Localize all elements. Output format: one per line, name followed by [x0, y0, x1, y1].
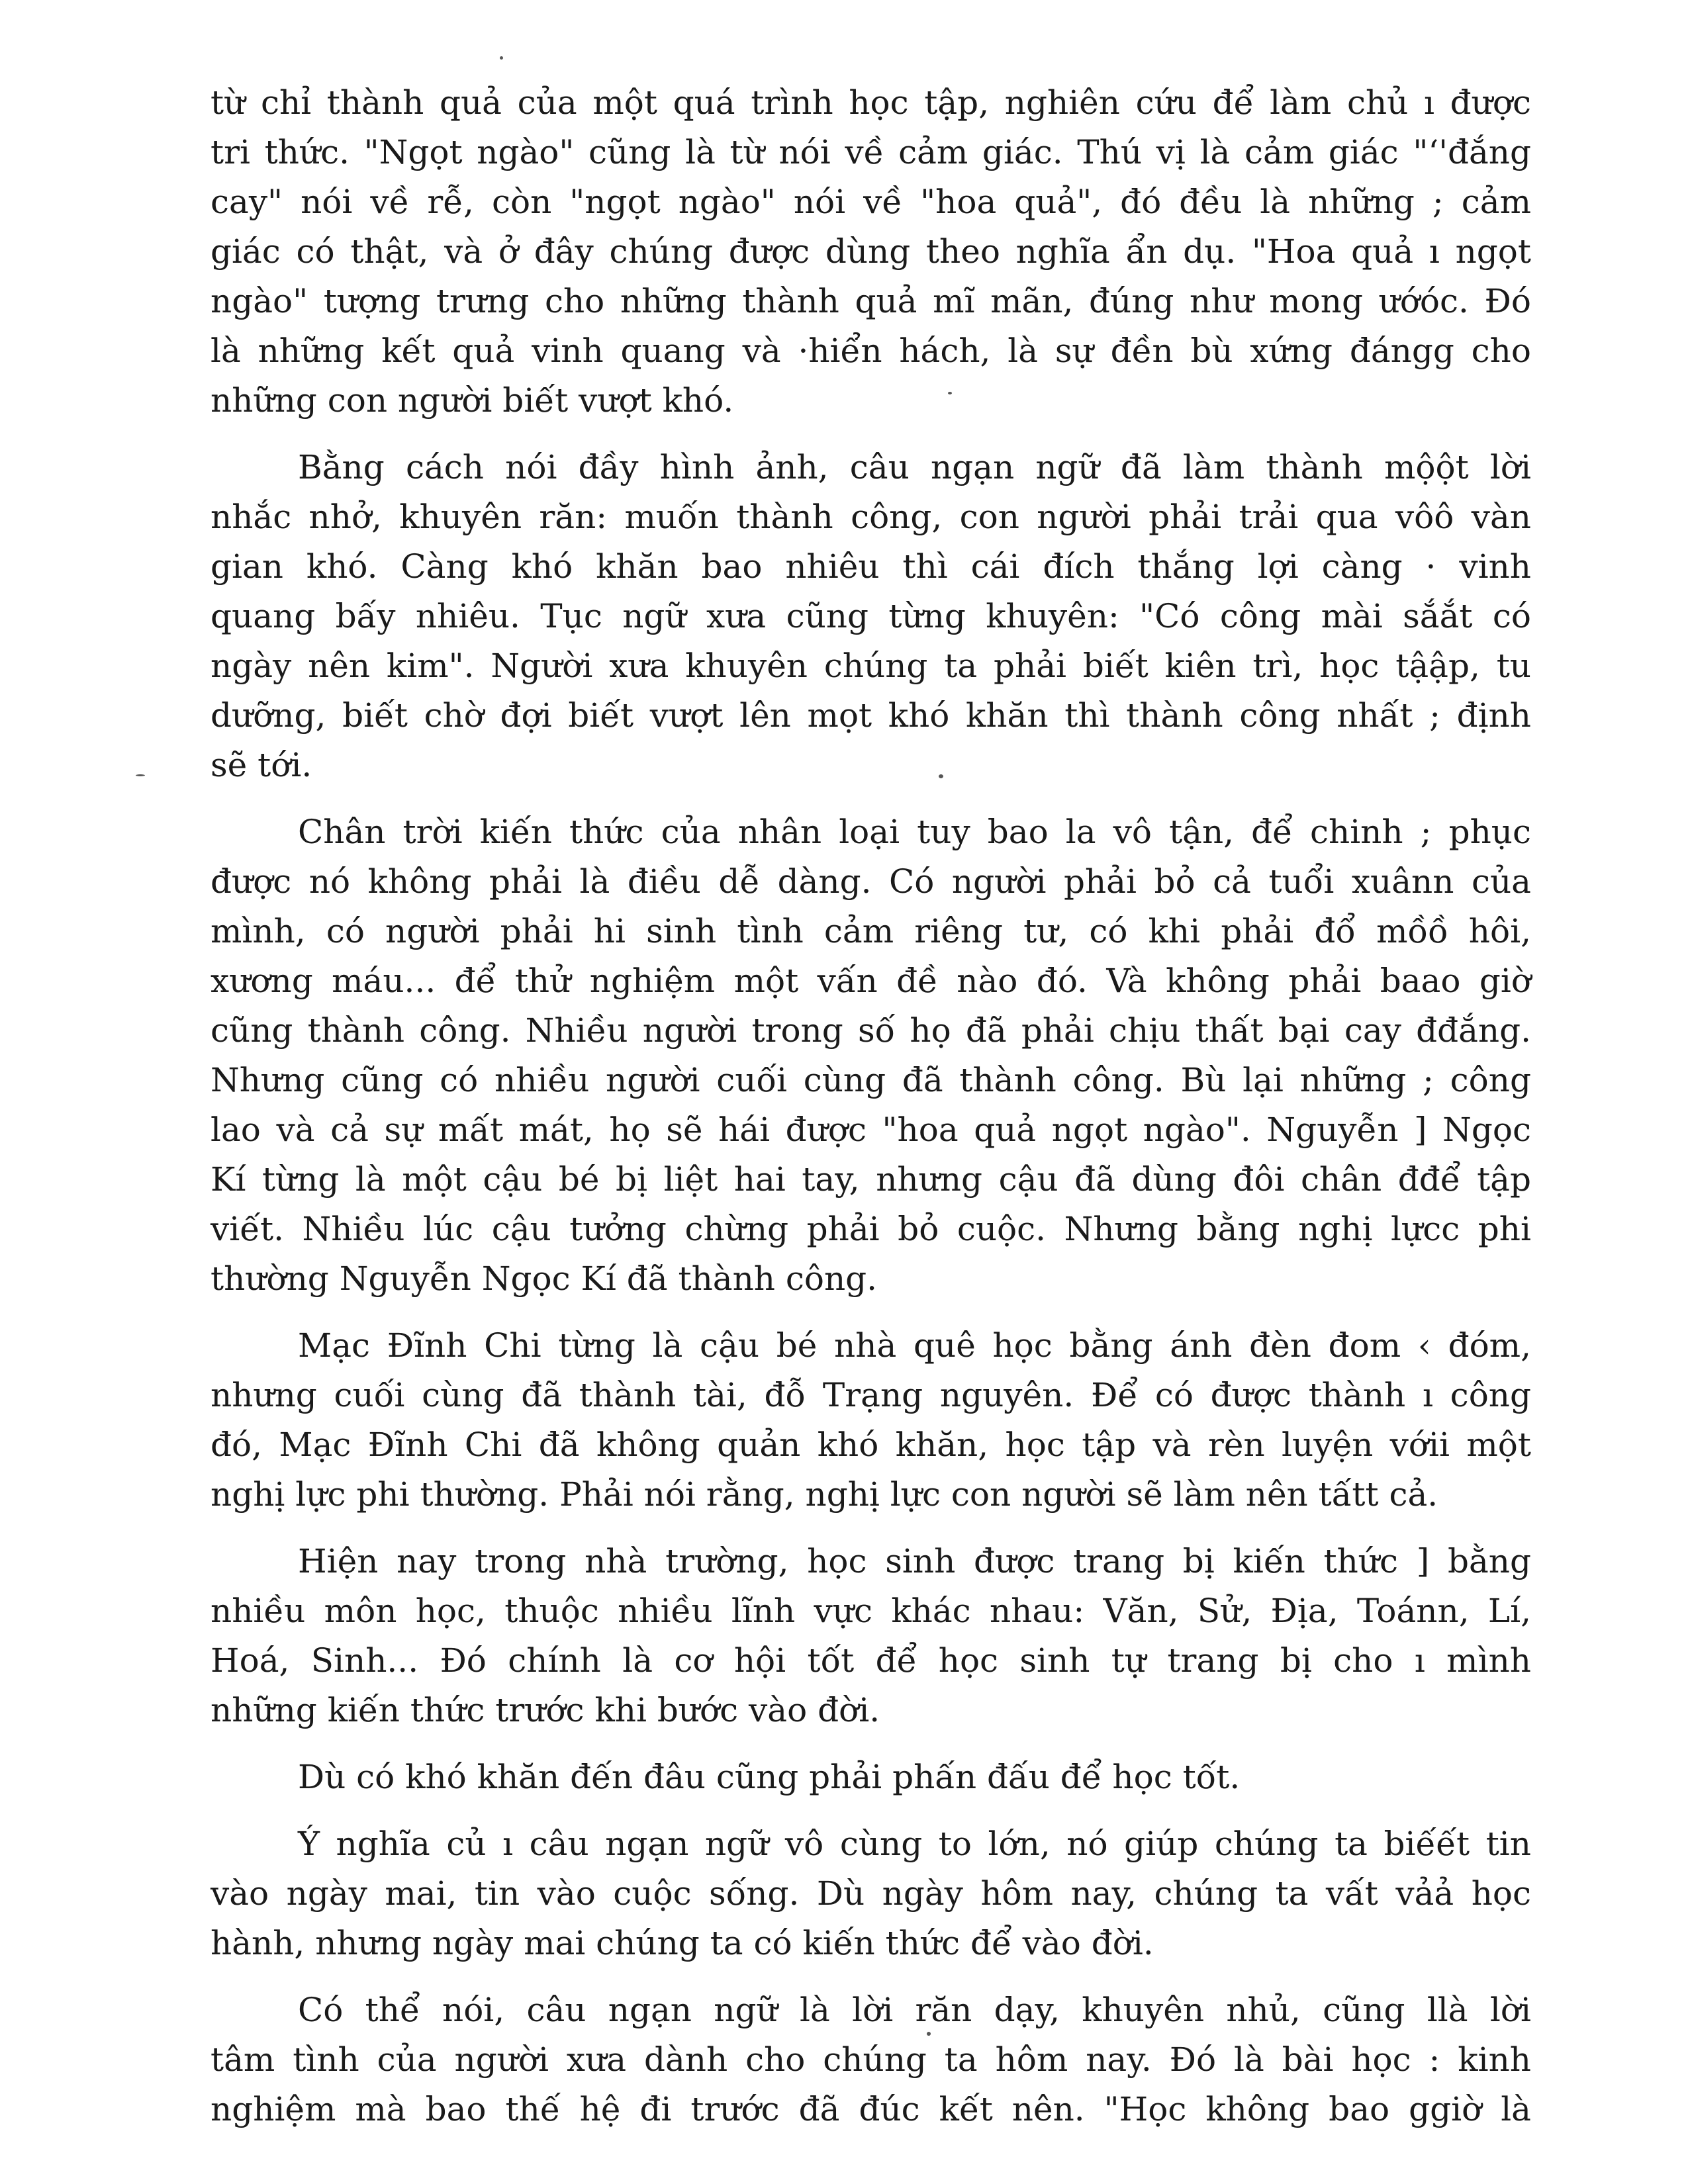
text-line: được nó không phải là điều dễ dàng. Có người phải bỏ cả tuổi xuânn của: [211, 862, 1531, 901]
text-line: Hoá, Sinh... Đó chính là cơ hội tốt để học sinh tự trang bị cho ı mình: [211, 1641, 1531, 1680]
text-line: từ chỉ thành quả của một quá trình học tập, nghiên cứu để làm chủ ı được: [211, 83, 1531, 122]
paragraph-1: [211, 78, 1531, 426]
paragraph-4: [211, 1321, 1531, 1520]
text-line: giác có thật, và ở đây chúng được dùng theo nghĩa ẩn dụ. "Hoa quả ı ngọt: [211, 232, 1531, 271]
text-line: những kiến thức trước khi bước vào đời.: [211, 1691, 880, 1729]
text-line: sẽ tới.: [211, 746, 312, 784]
scan-speck: [948, 392, 952, 394]
text-line: nhưng cuối cùng đã thành tài, đỗ Trạng nguyên. Để có được thành ı công: [211, 1376, 1531, 1414]
scan-speck: [136, 774, 145, 776]
text-line: nhiều môn học, thuộc nhiều lĩnh vực khác nhau: Văn, Sử, Địa, Toánn, Lí,: [211, 1592, 1531, 1630]
page-body-text: [211, 78, 1531, 2134]
text-line: hành, nhưng ngày mai chúng ta có kiến thức để vào đời.: [211, 1924, 1154, 1962]
text-line: lao và cả sự mất mát, họ sẽ hái được "hoa quả ngọt ngào". Nguyễn ] Ngọc: [211, 1111, 1531, 1149]
text-line: Nhưng cũng có nhiều người cuối cùng đã thành công. Bù lại những ; công: [211, 1061, 1531, 1099]
text-line: cay" nói về rễ, còn "ngọt ngào" nói về "hoa quả", đó đều là những ; cảm: [211, 183, 1531, 221]
text-line: là những kết quả vinh quang và ·hiển hách, là sự đền bù xứng đángg cho: [211, 332, 1531, 370]
text-line: xương máu... để thử nghiệm một vấn đề nào đó. Và không phải baao giờ: [211, 962, 1531, 1000]
paragraph-8: [211, 1985, 1531, 2134]
text-line: viết. Nhiều lúc cậu tưởng chừng phải bỏ cuộc. Nhưng bằng nghị lựcc phi: [211, 1210, 1531, 1248]
text-line: quang bấy nhiêu. Tục ngữ xưa cũng từng khuyên: "Có công mài sắắt có: [211, 597, 1531, 635]
paragraph-5: [211, 1537, 1531, 1735]
text-line: Kí từng là một cậu bé bị liệt hai tay, nhưng cậu đã dùng đôi chân đđể tập: [211, 1160, 1531, 1199]
text-line: Dù có khó khăn đến đâu cũng phải phấn đấu để học tốt.: [298, 1758, 1241, 1796]
scan-speck: [500, 56, 503, 60]
text-line: vào ngày mai, tin vào cuộc sống. Dù ngày hôm nay, chúng ta vất vảả học: [211, 1874, 1531, 1913]
text-line: Có thể nói, câu ngạn ngữ là lời răn dạy, khuyên nhủ, cũng llà lời: [298, 1991, 1531, 2029]
text-line: thường Nguyễn Ngọc Kí đã thành công.: [211, 1259, 878, 1298]
text-line: nghị lực phi thường. Phải nói rằng, nghị lực con người sẽ làm nên tấtt cả.: [211, 1475, 1438, 1514]
text-line: gian khó. Càng khó khăn bao nhiêu thì cái đích thắng lợi càng · vinh: [211, 547, 1531, 586]
text-line: Hiện nay trong nhà trường, học sinh được trang bị kiến thức ] bằng: [298, 1542, 1531, 1580]
text-line: cũng thành công. Nhiều người trong số họ đã phải chịu thất bại cay đđắng.: [211, 1011, 1531, 1050]
paragraph-2: [211, 443, 1531, 790]
text-line: Bằng cách nói đầy hình ảnh, câu ngạn ngữ đã làm thành mộột lời: [298, 448, 1531, 486]
text-line: nhắc nhở, khuyên răn: muốn thành công, con người phải trải qua vôô vàn: [211, 498, 1531, 536]
scan-speck: [939, 774, 943, 778]
text-line: Chân trời kiến thức của nhân loại tuy bao la vô tận, để chinh ; phục: [298, 813, 1531, 851]
text-line: tâm tình của người xưa dành cho chúng ta hôm nay. Đó là bài học : kinh: [211, 2040, 1531, 2079]
scan-speck: [927, 2032, 931, 2036]
text-line: ngào" tượng trưng cho những thành quả mĩ mãn, đúng như mong ướóc. Đó: [211, 282, 1531, 320]
text-line: nghiệm mà bao thế hệ đi trước đã đúc kết nên. "Học không bao ggiờ là: [211, 2090, 1531, 2128]
text-line: Mạc Đĩnh Chi từng là cậu bé nhà quê học bằng ánh đèn đom ‹ đóm,: [298, 1326, 1531, 1365]
paragraph-3: [211, 807, 1531, 1304]
text-line: dưỡng, biết chờ đợi biết vượt lên mọt khó khăn thì thành công nhất ; định: [211, 696, 1531, 735]
text-line: Ý nghĩa củ ı câu ngạn ngữ vô cùng to lớn, nó giúp chúng ta biếết tin: [298, 1825, 1531, 1863]
text-line: mình, có người phải hi sinh tình cảm riêng tư, có khi phải đổ mồồ hôi,: [211, 912, 1531, 950]
paragraph-6: [211, 1752, 1531, 1802]
text-line: đó, Mạc Đĩnh Chi đã không quản khó khăn, học tập và rèn luyện vớii một: [211, 1426, 1531, 1464]
text-line: những con người biết vượt khó.: [211, 381, 734, 420]
text-line: ngày nên kim". Người xưa khuyên chúng ta phải biết kiên trì, học tậập, tu: [211, 647, 1531, 685]
text-line: tri thức. "Ngọt ngào" cũng là từ nói về cảm giác. Thú vị là cảm giác "ʻ'đắng: [211, 133, 1531, 171]
paragraph-7: [211, 1819, 1531, 1968]
